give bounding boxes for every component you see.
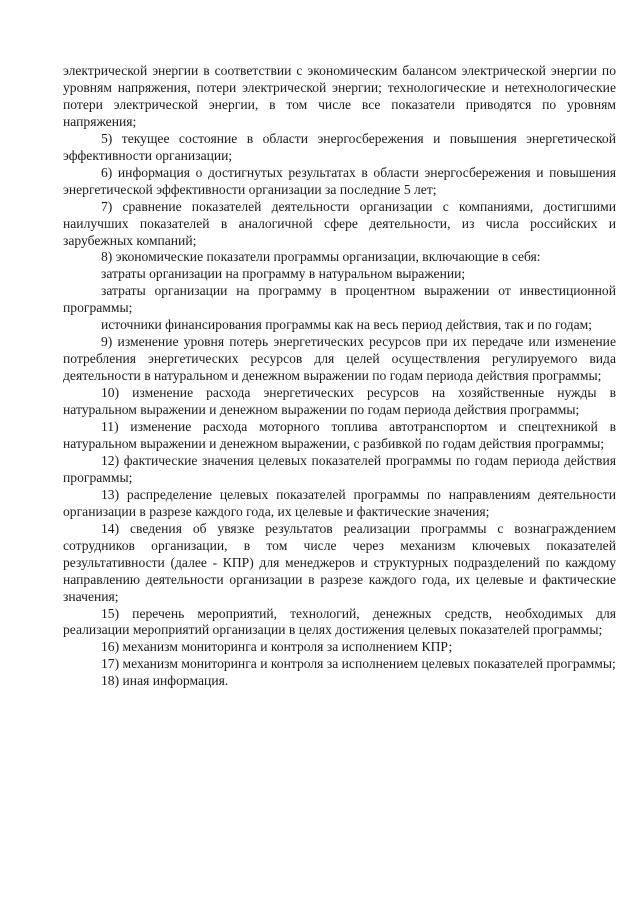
paragraph-continuation: электрической энергии в соответствии с экономическим балансом электрической энергии по уровням напряжения, потери электрической энергии; технологические и нетехнологические потери электрической энергии, в том числе все показатели приводятся по уровням напряжения;: [63, 63, 616, 129]
paragraph-item-12: 12) фактические значения целевых показателей программы по годам периода действия программы;: [63, 452, 616, 485]
paragraph-item-8: 8) экономические показатели программы организации, включающие в себя:: [101, 249, 541, 265]
paragraph-item-10: 10) изменение расхода энергетических ресурсов на хозяйственные нужды в натуральном выражении и денежном выражении по годам периода действия программы;: [63, 385, 616, 418]
paragraph-item-11: 11) изменение расхода моторного топлива автотранспортом и спецтехникой в натуральном выражении и денежном выражении, с разбивкой по годам действия программы;: [63, 419, 616, 451]
paragraph-item-18: 18) иная информация.: [101, 673, 229, 689]
paragraph-item-15: 15) перечень мероприятий, технологий, денежных средств, необходимых для реализации мероприятий организации в целях достижения целевых показателей программы;: [63, 605, 616, 638]
paragraph-item-16: 16) механизм мониторинга и контроля за исполнением КПР;: [101, 639, 453, 655]
paragraph-item-8-sub-2: затраты организации на программу в процентном выражении от инвестиционной программы;: [63, 283, 616, 316]
paragraph-item-8-sub-3: источники финансирования программы как на весь период действия, так и по годам;: [101, 317, 593, 333]
paragraph-item-7: 7) сравнение показателей деятельности организации с компаниями, достигшими наилучших показателей в аналогичной сфере деятельности, из числа российских и зарубежных компаний;: [63, 198, 616, 248]
paragraph-item-5: 5) текущее состояние в области энергосбережения и повышения энергетической эффективности организации;: [63, 130, 616, 163]
paragraph-item-17: 17) механизм мониторинга и контроля за исполнением целевых показателей программы;: [101, 656, 616, 672]
paragraph-item-14: 14) сведения об увязке результатов реализации программы с вознаграждением сотрудников организации, в том числе через механизм ключевых показателей результативности (далее - КПР) для менеджеров и структурных подразделений по каждому направлению деятельности организации в разрезе каждого года, их целевые и фактические значения;: [63, 520, 616, 604]
paragraph-item-13: 13) распределение целевых показателей программы по направлениям деятельности организации в разрезе каждого года, их целевые и фактические значения;: [63, 486, 616, 519]
paragraph-item-6: 6) информация о достигнутых результатах в области энергосбережения и повышения энергетической эффективности организации за последние 5 лет;: [63, 164, 616, 197]
paragraph-item-8-sub-1: затраты организации на программу в натуральном выражении;: [101, 266, 466, 282]
paragraph-item-9: 9) изменение уровня потерь энергетических ресурсов при их передаче или изменение потребления энергетических ресурсов для целей осуществления регулируемого вида деятельности в натуральном и денежном выражении по годам периода действия программы;: [63, 334, 616, 384]
